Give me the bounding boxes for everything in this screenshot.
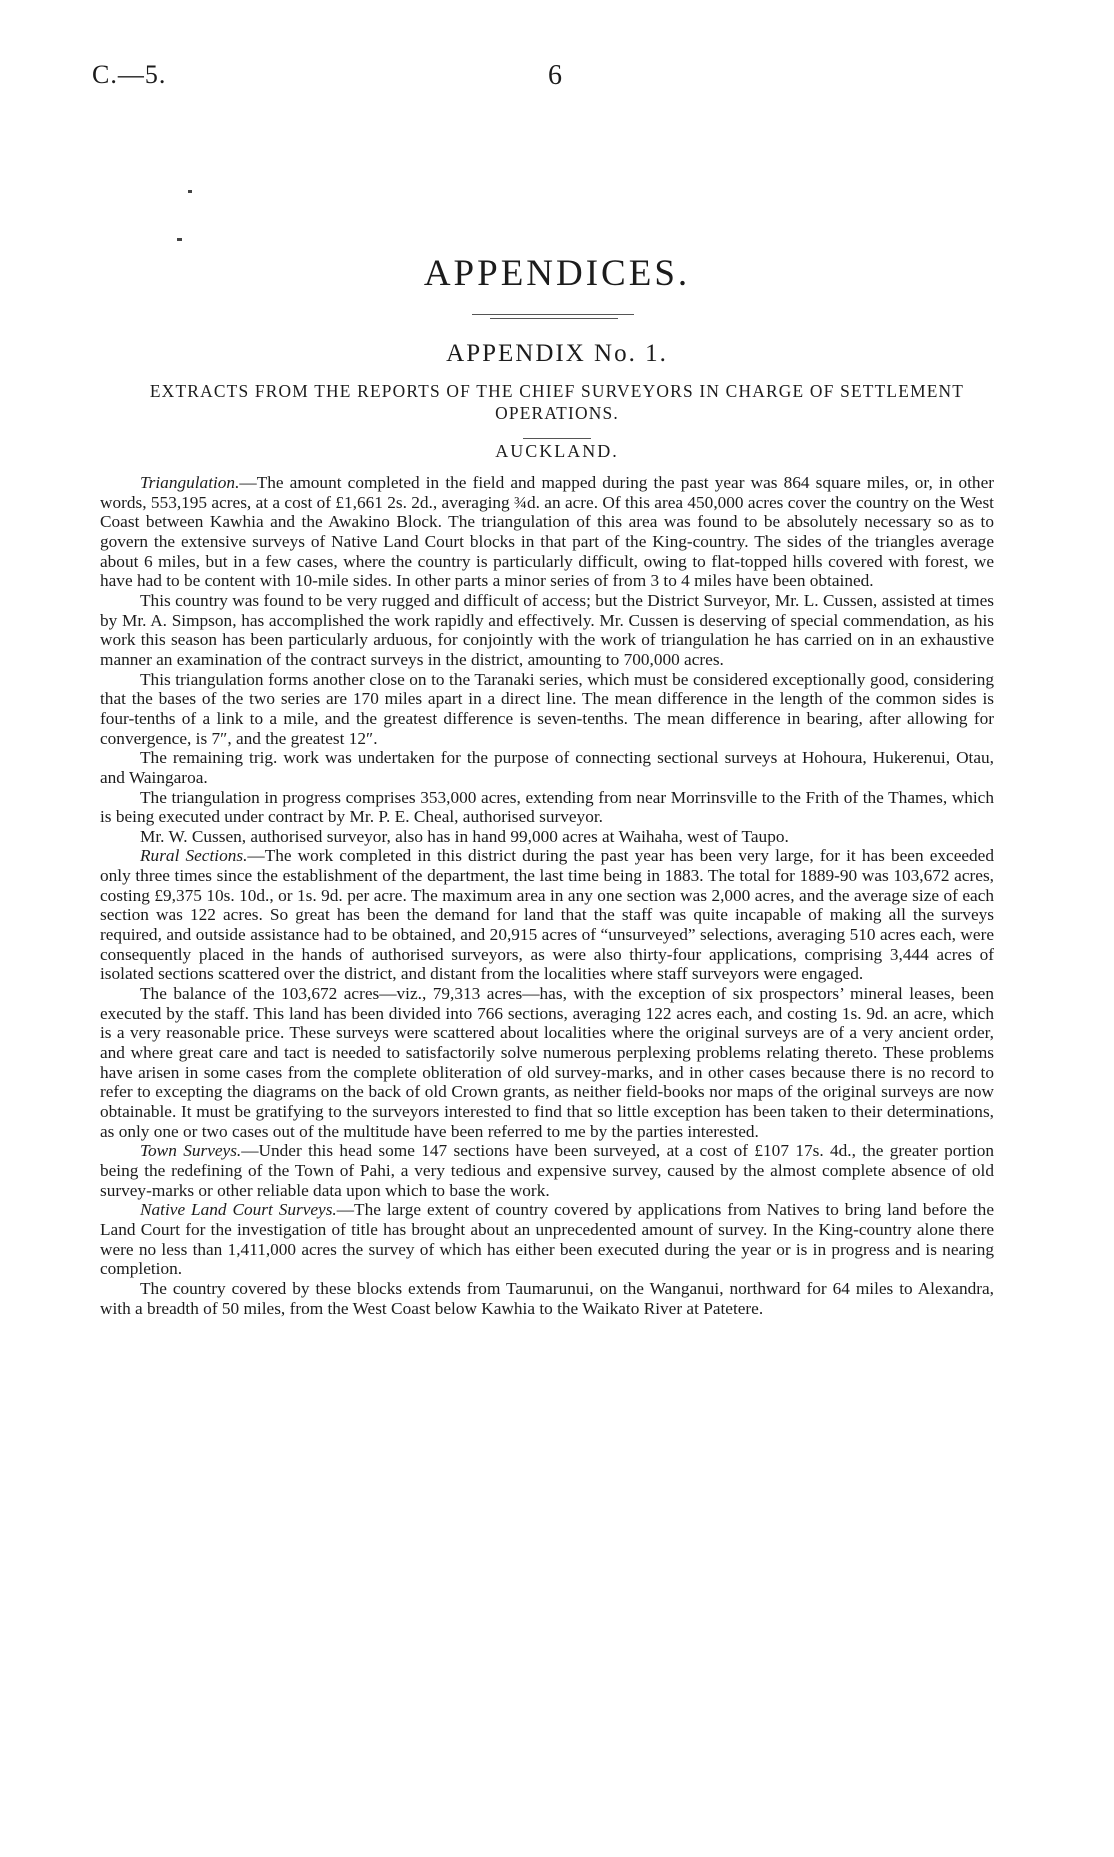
subtitle-divider	[523, 438, 591, 439]
paragraph-lead: Town Surveys.	[140, 1141, 242, 1161]
section-heading: AUCKLAND.	[495, 441, 619, 461]
appendix-subtitle: EXTRACTS FROM THE REPORTS OF THE CHIEF SURVEYORS IN CHARGE OF SETTLEMENT OPERATIONS.	[149, 381, 965, 423]
paragraph-text: The country covered by these blocks extends from Taumarunui, on the Wanganui, northward for 64 miles to Alexandra, with a breadth of 50 miles, from the West Coast below Kawhia to the Waikato River at Patetere.	[100, 1278, 994, 1318]
paragraph-lead: Triangulation.	[140, 473, 240, 492]
title-divider	[472, 314, 634, 315]
paragraph	[100, 984, 994, 1141]
paragraph-text: The balance of the 103,672 acres—viz., 79,313 acres—has, with the exception of six prospectors’ mineral leases, been executed by the staff. This land has been divided into 766 sections, averaging 122 acres each, and costing 1s. 9d. an acre, which is a very reasonable price. These surveys were scattered about localities where the original surveys are of a very ancient order, and where great care and tact is needed to satisfactorily solve numerous perplexing problems relating thereto. These problems have arisen in some cases from the complete obliteration of old survey-marks, and in other cases because there is no record to refer to excepting the diagrams on the back of old Crown grants, as neither field-books nor maps of the original surveys are now obtainable. It must be gratifying to the surveyors interested to find that so little exception has been taken to their determinations, as only one or two cases out of the multitude have been referred to me by the parties interested.	[100, 984, 994, 1141]
report-body	[100, 473, 994, 1318]
paragraph	[100, 827, 994, 847]
paragraph-text: This triangulation forms another close on to the Taranaki series, which must be considered exceptionally good, considering that the bases of the two series are 170 miles apart in a direct line. The mean difference in the length of the common sides is four-tenths of a link to a mile, and the greatest difference is seven-tenths. The mean difference in bearing, after allowing for convergence, is 7″, and the greatest 12″.	[100, 669, 994, 748]
paragraph	[100, 473, 994, 591]
paragraph	[100, 670, 994, 749]
paragraph	[100, 1279, 994, 1318]
paragraph-lead: Rural Sections.	[140, 846, 248, 866]
paragraph-text: —The large extent of country covered by applications from Natives to bring land before the Land Court for the investigation of title has brought about an unprecedented amount of survey. In the King-country alone there were no less than 1,411,000 acres the survey of which has either been executed during the year or is in progress and is nearing completion.	[100, 1200, 994, 1279]
paragraph	[100, 788, 994, 827]
paragraph-text: Mr. W. Cussen, authorised surveyor, also has in hand 99,000 acres at Waihaha, west of Taupo.	[140, 826, 789, 846]
paragraph-text: —The work completed in this district during the past year has been very large, for it has been exceeded only three times since the establishment of the department, the last time being in 1883. The total for 1889-90 was 103,672 acres, costing £9,375 10s. 10d., or 1s. 9d. per acre. The maximum area in any one section was 2,000 acres, and the average size of each section was 122 acres. So great has been the demand for land that the staff was quite incapable of making all the surveys required, and outside assistance had to be obtained, and 20,915 acres of “unsurveyed” selections, averaging 510 acres each, were consequently placed in the hands of authorised surveyors, as were also thirty-four applications, comprising 3,444 acres of isolated sections scattered over the district, and distant from the localities where staff surveyors were engaged.	[100, 846, 994, 984]
page-number: 6	[548, 60, 562, 91]
title-divider	[490, 318, 618, 319]
paragraph	[100, 846, 994, 984]
print-speck	[177, 238, 182, 241]
paragraph	[100, 1141, 994, 1200]
paragraph	[100, 748, 994, 787]
paragraph	[100, 1200, 994, 1279]
print-speck	[188, 190, 192, 193]
appendices-title: APPENDICES.	[423, 253, 691, 294]
paragraph-lead: Native Land Court Surveys.	[140, 1200, 337, 1220]
appendix-title: APPENDIX No. 1.	[446, 340, 668, 367]
document-reference: C.—5.	[92, 60, 167, 89]
paragraph-text: —The amount completed in the field and mapped during the past year was 864 square miles, or, in other words, 553,195 acres, at a cost of £1,661 2s. 2d., averaging ¾d. an acre. Of this area 450,000 acres cover the country on the West Coast between Kawhia and the Awakino Block. The triangulation of this area was found to be absolutely necessary so as to govern the extensive surveys of Native Land Court blocks in that part of the King-country. The sides of the triangles average about 6 miles, but in a few cases, where the country is particularly difficult, owing to flat-topped hills covered with forest, we have had to be content with 10-mile sides. In other parts a minor series of from 3 to 4 miles have been obtained.	[100, 473, 994, 591]
paragraph-text: The triangulation in progress comprises 353,000 acres, extending from near Morrinsville to the Frith of the Thames, which is being executed under contract by Mr. P. E. Cheal, authorised surveyor.	[100, 787, 994, 827]
paragraph-text: —Under this head some 147 sections have been surveyed, at a cost of £107 17s. 4d., the greater portion being the redefining of the Town of Pahi, a very tedious and expensive survey, caused by the almost complete absence of old survey-marks or other reliable data upon which to base the work.	[100, 1141, 995, 1200]
paragraph	[100, 591, 994, 670]
paragraph-text: The remaining trig. work was undertaken for the purpose of connecting sectional surveys at Hohoura, Hukerenui, Otau, and Waingaroa.	[100, 748, 994, 787]
paragraph-text: This country was found to be very rugged and difficult of access; but the District Surveyor, Mr. L. Cussen, assisted at times by Mr. A. Simpson, has accomplished the work rapidly and effectively. Mr. Cussen is deserving of special commendation, as his work this season has been particularly arduous, for conjointly with the work of triangulation he has carried on in an exhaustive manner an examination of the contract surveys in the district, amounting to 700,000 acres.	[100, 590, 994, 669]
